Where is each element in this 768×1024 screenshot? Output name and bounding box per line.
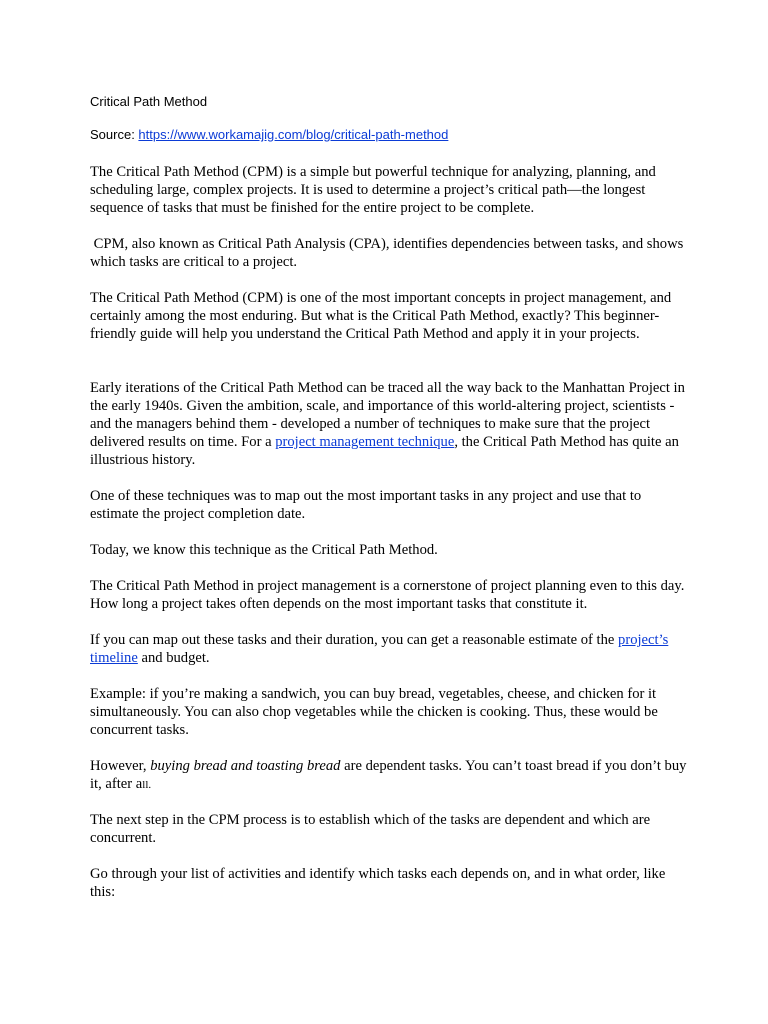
- source-label: Source:: [90, 127, 139, 142]
- paragraph-intro: The Critical Path Method (CPM) is a simple but powerful technique for analyzing, planning, and scheduling large, complex projects. It is used to determine a project’s critical path—the longest sequence of tasks that must be finished for the entire project to be complete.: [90, 164, 656, 216]
- paragraph-dependent: [90, 757, 690, 794]
- source-line: [90, 126, 448, 144]
- paragraph-map-tasks: [90, 631, 690, 667]
- paragraph-importance: The Critical Path Method (CPM) is one of the most important concepts in project management, and certainly among the most enduring. But what is the Critical Path Method, exactly? This beginner-friendly guide will help you understand the Critical Path Method and apply it in your projects.: [90, 290, 672, 342]
- source-link[interactable]: https://www.workamajig.com/blog/critical-path-method: [138, 127, 449, 142]
- paragraph-example: Example: if you’re making a sandwich, you can buy bread, vegetables, cheese, and chicken for it simultaneously. You can also chop vegetables while the chicken is cooking. Thus, these would be concurrent tasks.: [90, 686, 658, 738]
- paragraph-cpa: CPM, also known as Critical Path Analysis (CPA), identifies dependencies between tasks, and shows which tasks are critical to a project.: [90, 236, 687, 270]
- map-text-before: If you can map out these tasks and their duration, you can get a reasonable estimate of the: [90, 632, 619, 648]
- dependent-italic: buying bread and toasting bread: [150, 758, 341, 774]
- paragraph-next-step: The next step in the CPM process is to establish which of the tasks are dependent and which are concurrent.: [90, 812, 651, 846]
- history-text-before: Early iterations of the Critical Path Method can be traced all the way back to the Manhattan Project in the early 1940s. Given the ambition, scale, and importance of this world-altering project, scientists - and the managers behind them - developed a number of techniques to make sure that the project delivered results on time. For a: [90, 380, 685, 450]
- dependent-text-before: However,: [90, 758, 151, 774]
- paragraph-today: Today, we know this technique as the Critical Path Method.: [90, 542, 438, 558]
- project-timeline-link[interactable]: project’s timeline: [90, 632, 669, 666]
- paragraph-cornerstone: The Critical Path Method in project management is a cornerstone of project planning even to this day. How long a project takes often depends on the most important tasks that constitute it.: [90, 578, 685, 612]
- paragraph-history: [90, 379, 690, 469]
- document-title: Critical Path Method: [90, 94, 208, 109]
- map-text-after: and budget.: [137, 650, 210, 666]
- pm-technique-link[interactable]: project management technique: [275, 434, 455, 450]
- paragraph-techniques: One of these techniques was to map out the most important tasks in any project and use that to estimate the project completion date.: [90, 488, 642, 522]
- dependent-text-mid: are dependent tasks. You can’t toast bread if you don’t buy it, after a: [90, 758, 687, 792]
- history-text-after: , the Critical Path Method has quite an illustrious history.: [90, 434, 679, 468]
- paragraph-list-activities: Go through your list of activities and identify which tasks each depends on, and in what order, like this:: [90, 866, 666, 900]
- dependent-text-small: ll.: [142, 779, 152, 791]
